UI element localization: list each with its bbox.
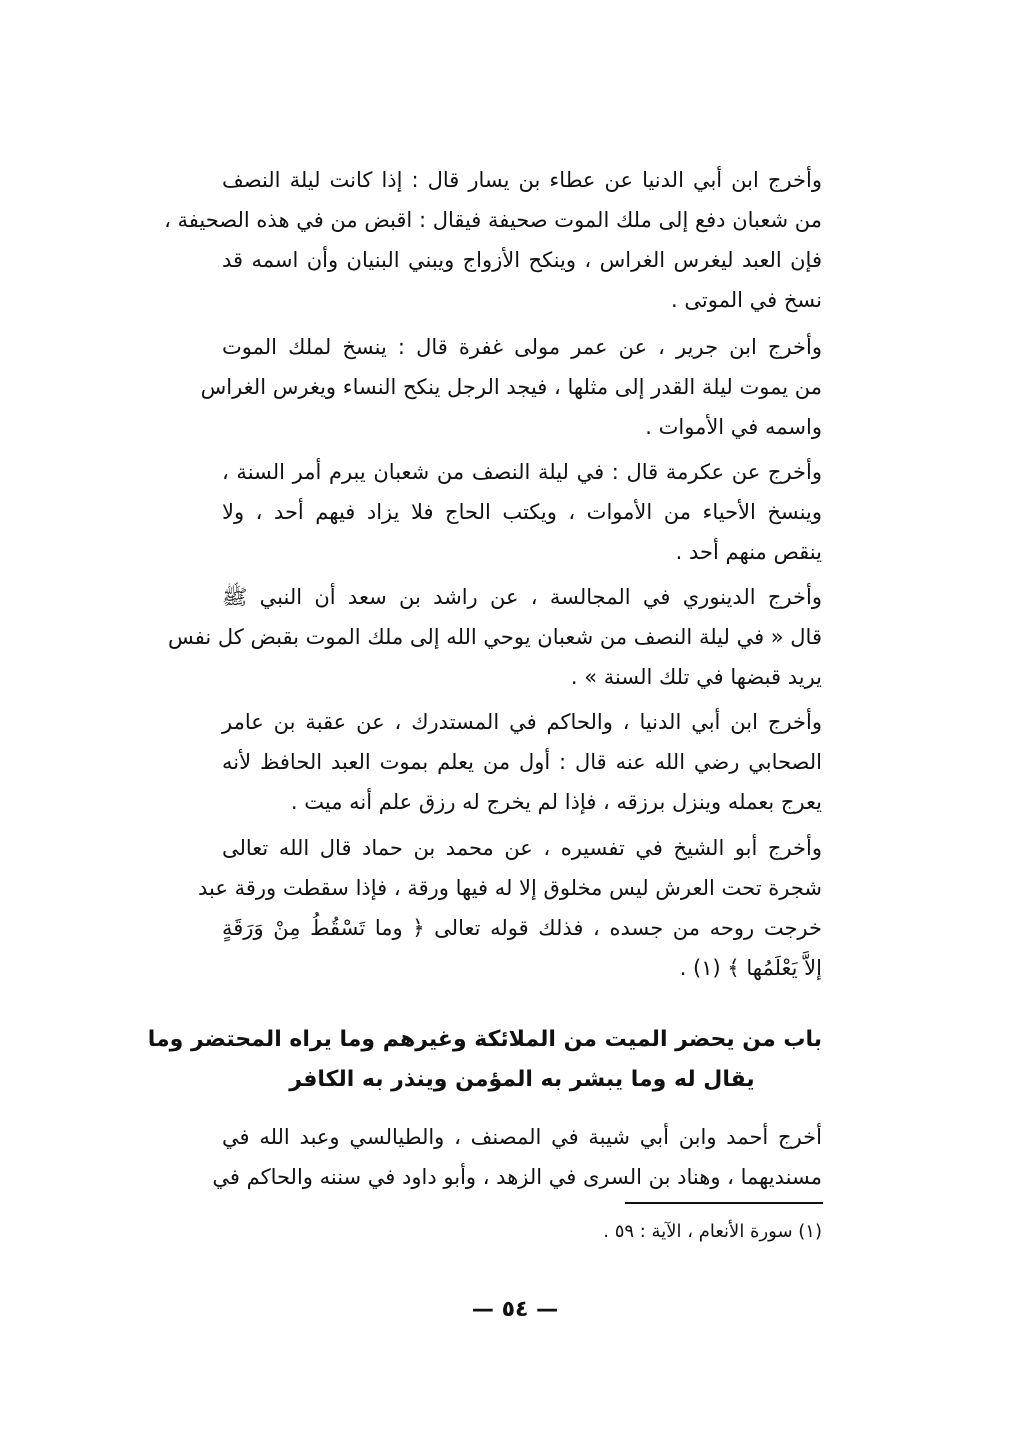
paragraph-6 <box>198 828 822 988</box>
paragraph-line: وأخرج عن عكرمة قال : في ليلة النصف من شعبان يبرم أمر السنة ، <box>222 460 822 484</box>
paragraph-1 <box>164 160 822 320</box>
paragraph-line: وأخرج ابن أبي الدنيا ، والحاكم في المستدرك ، عن عقبة بن عامر <box>222 710 822 734</box>
paragraph-line: وأخرج أبو الشيخ في تفسيره ، عن محمد بن حماد قال الله تعالى <box>222 836 822 860</box>
paragraph-2 <box>200 327 822 447</box>
paragraph-line: يعرج بعمله وينزل برزقه ، فإذا لم يخرج له رزق علم أنه ميت . <box>290 790 822 814</box>
paragraph-4 <box>167 577 822 697</box>
paragraph-7 <box>212 1117 822 1197</box>
paragraph-line: خرجت روحه من جسده ، فذلك قوله تعالى ﴿ وما تَسْقُطُ مِنْ وَرَقَةٍ <box>222 916 822 940</box>
paragraph-line: وينسخ الأحياء من الأموات ، ويكتب الحاج فلا يزاد فيهم أحد ، ولا <box>222 500 822 524</box>
paragraph-line: وأخرج ابن جرير ، عن عمر مولى غفرة قال : ينسخ لملك الموت <box>222 335 822 359</box>
paragraph-line: شجرة تحت العرش ليس مخلوق إلا له فيها ورقة ، فإذا سقطت ورقة عبد <box>198 876 822 900</box>
paragraph-line: يريد قبضها في تلك السنة » . <box>570 665 822 689</box>
paragraph-line: قال « في ليلة النصف من شعبان يوحي الله إلى ملك الموت بقبض كل نفس <box>167 625 822 649</box>
paragraph-line: أخرج أحمد وابن أبي شيبة في المصنف ، والطيالسي وعبد الله في <box>222 1125 822 1149</box>
paragraph-line: من شعبان دفع إلى ملك الموت صحيفة فيقال : اقبض من في هذه الصحيفة ، <box>164 208 822 232</box>
chapter-heading <box>147 1020 822 1100</box>
heading-line: باب من يحضر الميت من الملائكة وغيرهم وما يراه المحتضر وما <box>147 1027 822 1052</box>
paragraph-5 <box>222 702 822 822</box>
paragraph-line: واسمه في الأموات . <box>645 415 822 439</box>
paragraph-line: وأخرج الدينوري في المجالسة ، عن راشد بن سعد أن النبي ﷺ <box>222 585 822 609</box>
paragraph-line: وأخرج ابن أبي الدنيا عن عطاء بن يسار قال : إذا كانت ليلة النصف <box>222 168 822 192</box>
page-number: — ٥٤ — <box>471 1297 559 1322</box>
heading-line: يقال له وما يبشر به المؤمن وينذر به الكافر <box>289 1067 755 1092</box>
paragraph-line: إلاَّ يَعْلَمُها ﴾ (١) . <box>679 956 822 980</box>
paragraph-line: ينقص منهم أحد . <box>675 540 822 564</box>
paragraph-line: مسنديهما ، وهناد بن السرى في الزهد ، وأبو داود في سننه والحاكم في <box>212 1165 822 1189</box>
paragraph-line: الصحابي رضي الله عنه قال : أول من يعلم بموت العبد الحافظ لأنه <box>222 750 822 774</box>
footnote: (١) سورة الأنعام ، الآية : ٥٩ . <box>603 1221 822 1242</box>
paragraph-line: من يموت ليلة القدر إلى مثلها ، فيجد الرجل ينكح النساء ويغرس الغراس <box>200 375 822 399</box>
paragraph-3 <box>222 452 822 572</box>
footnote-divider <box>625 1202 823 1204</box>
paragraph-line: نسخ في الموتى . <box>671 288 822 312</box>
paragraph-line: فإن العبد ليغرس الغراس ، وينكح الأزواج ويبني البنيان وأن اسمه قد <box>222 248 822 272</box>
